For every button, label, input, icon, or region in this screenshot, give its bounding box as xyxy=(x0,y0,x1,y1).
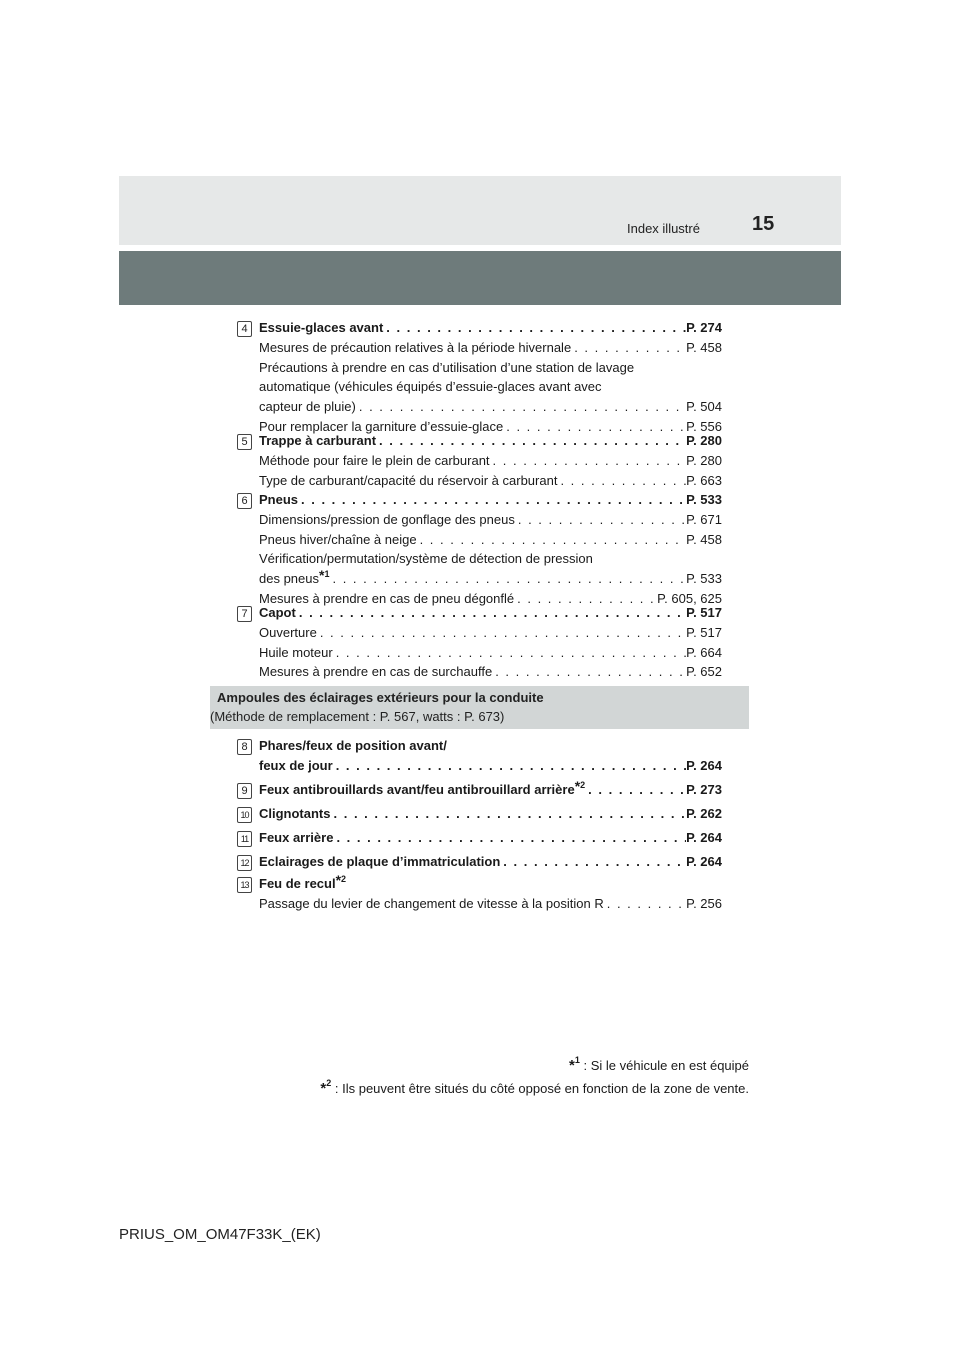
entry-line xyxy=(259,431,722,451)
entry-label: Clignotants xyxy=(259,806,331,821)
entry-label: Mesures de précaution relatives à la période hivernale xyxy=(259,339,572,355)
callout-number: 9 xyxy=(237,783,252,799)
page-reference: P. 264 xyxy=(686,854,722,869)
entry-text: Feu de recul$^{*2}$ xyxy=(259,872,347,891)
entry-line xyxy=(259,643,722,663)
entry-label: capteur de pluie) xyxy=(259,399,356,415)
entry-label: Eclairages de plaque d’immatriculation xyxy=(259,854,501,869)
entry-line xyxy=(259,662,722,682)
entry-line xyxy=(259,569,722,589)
entry-label: Feux arrière xyxy=(259,830,334,845)
page-reference: P. 533 xyxy=(686,492,722,507)
document-footer: PRIUS_OM_OM47F33K_(EK) xyxy=(119,1226,321,1243)
entry-label: Mesures à prendre en cas de surchauffe xyxy=(259,664,493,680)
footnote-ref: *2 xyxy=(574,778,586,794)
entry-label: Pour remplacer la garniture d’essuie-glace xyxy=(259,418,504,434)
entry-label: Ouverture xyxy=(259,624,317,640)
lights-banner xyxy=(210,686,749,729)
index-entry xyxy=(259,828,722,848)
entry-line xyxy=(259,756,722,776)
header-band xyxy=(119,251,841,305)
callout-number: 12 xyxy=(237,855,252,871)
entry-line xyxy=(259,894,722,914)
page-number: 15 xyxy=(752,213,775,235)
callout-number: 10 xyxy=(237,807,252,823)
entry-line xyxy=(259,780,722,800)
leader-dots xyxy=(571,338,686,358)
index-entry xyxy=(259,431,722,490)
index-entry xyxy=(259,603,722,682)
page-reference: P. 556 xyxy=(686,418,722,434)
entry-line xyxy=(259,530,722,550)
page-reference: P. 671 xyxy=(686,511,722,527)
footnote-mark: 2 xyxy=(326,1078,332,1088)
page-reference: P. 273 xyxy=(686,782,722,797)
callout-number: 4 xyxy=(237,321,252,337)
entry-label: feux de jour xyxy=(259,757,333,773)
callout-number: 5 xyxy=(237,434,252,450)
leader-dots xyxy=(585,780,686,800)
entry-line xyxy=(259,828,722,848)
footnote-text: : Ils peuvent être situés du côté opposé en fonction de la zone de vente. xyxy=(334,1081,749,1096)
leader-dots xyxy=(604,894,686,914)
entry-line xyxy=(259,318,722,338)
leader-dots xyxy=(492,662,686,682)
page-reference: P. 256 xyxy=(686,895,722,911)
footnote-ref: *2 xyxy=(335,872,347,888)
page-reference: P. 264 xyxy=(686,830,722,845)
callout-number: 11 xyxy=(237,831,252,847)
entry-text: Vérification/permutation/système de détection de pression xyxy=(259,551,593,567)
leader-dots xyxy=(383,318,686,338)
entry-label: Essuie-glaces avant xyxy=(259,320,384,335)
index-entry xyxy=(259,804,722,824)
entry-line xyxy=(259,623,722,643)
leader-dots xyxy=(515,510,686,530)
entry-line xyxy=(259,338,722,358)
entry-label: Trappe à carburant xyxy=(259,433,377,448)
entry-text: Précautions à prendre en cas d’utilisation d’une station de lavage xyxy=(259,359,635,375)
leader-dots xyxy=(417,530,687,550)
page-reference: P. 533 xyxy=(686,571,722,587)
footnote-2: *$^2$ : Ils peuvent être situés du côté opposé en fonction de la zone de vente. xyxy=(320,1078,749,1097)
header-bar xyxy=(119,176,841,245)
entry-label: Pneus hiver/chaîne à neige xyxy=(259,531,417,547)
page-reference: P. 652 xyxy=(686,664,722,680)
page-reference: P. 605, 625 xyxy=(657,590,722,606)
leader-dots xyxy=(296,603,686,623)
entry-label: Huile moteur xyxy=(259,644,333,660)
entry-label: des pneus$^{*1}$ xyxy=(259,567,330,587)
index-entry xyxy=(259,780,722,800)
footnote-mark: 1 xyxy=(574,1055,580,1065)
page-reference: P. 664 xyxy=(686,644,722,660)
page-reference: P. 458 xyxy=(686,339,722,355)
callout-number: 7 xyxy=(237,606,252,622)
banner-title: Ampoules des éclairages extérieurs pour la conduite xyxy=(217,690,544,705)
footnote-1: *$^1$ : Si le véhicule en est équipé xyxy=(569,1055,749,1074)
page-reference: P. 262 xyxy=(686,806,722,821)
page-reference: P. 517 xyxy=(686,605,722,620)
entry-label: Type de carburant/capacité du réservoir à carburant xyxy=(259,472,558,488)
entry-line xyxy=(259,490,722,510)
leader-dots xyxy=(490,451,687,471)
leader-dots xyxy=(333,756,686,776)
section-title: Index illustré xyxy=(627,221,700,236)
entry-label: Pneus xyxy=(259,492,299,507)
footnote-text: : Si le véhicule en est équipé xyxy=(583,1058,749,1073)
leader-dots xyxy=(557,471,686,491)
index-entry xyxy=(259,852,722,872)
leader-dots xyxy=(298,490,686,510)
entry-line xyxy=(259,804,722,824)
entry-line xyxy=(259,397,722,417)
leader-dots xyxy=(333,643,686,663)
page-reference: P. 458 xyxy=(686,531,722,547)
entry-label: Mesures à prendre en cas de pneu dégonflé xyxy=(259,590,515,606)
page-reference: P. 280 xyxy=(686,433,722,448)
entry-line xyxy=(259,603,722,623)
leader-dots xyxy=(376,431,686,451)
entry-label: Passage du levier de changement de vitesse à la position R xyxy=(259,895,604,911)
entry-line xyxy=(259,471,722,491)
leader-dots xyxy=(317,623,686,643)
leader-dots xyxy=(329,569,686,589)
entry-line xyxy=(259,510,722,530)
entry-label: Dimensions/pression de gonflage des pneus xyxy=(259,511,515,527)
leader-dots xyxy=(500,852,686,872)
entry-label: Méthode pour faire le plein de carburant xyxy=(259,452,490,468)
leader-dots xyxy=(356,397,686,417)
entry-text: automatique (véhicules équipés d’essuie-glaces avant avec xyxy=(259,379,602,395)
page-reference: P. 504 xyxy=(686,399,722,415)
entry-text: Phares/feux de position avant/ xyxy=(259,738,447,753)
page-reference: P. 663 xyxy=(686,472,722,488)
page-reference: P. 517 xyxy=(686,624,722,640)
entry-line xyxy=(259,451,722,471)
index-entry xyxy=(259,874,722,914)
entry-label: Feux antibrouillards avant/feu antibrouillard arrière$^{*2}$ xyxy=(259,778,586,797)
page-reference: P. 274 xyxy=(686,320,722,335)
index-entry xyxy=(259,736,722,776)
callout-number: 8 xyxy=(237,739,252,755)
entry-label: Capot xyxy=(259,605,296,620)
footnote-ref: *1 xyxy=(319,567,330,584)
callout-number: 13 xyxy=(237,877,252,893)
page-reference: P. 280 xyxy=(686,452,722,468)
entry-line xyxy=(259,852,722,872)
leader-dots xyxy=(331,804,687,824)
banner-subtitle: (Méthode de remplacement : P. 567, watts : P. 673) xyxy=(210,709,505,724)
callout-number: 6 xyxy=(237,493,252,509)
leader-dots xyxy=(333,828,686,848)
index-entry xyxy=(259,490,722,609)
index-entry xyxy=(259,318,722,437)
page-reference: P. 264 xyxy=(686,757,722,773)
